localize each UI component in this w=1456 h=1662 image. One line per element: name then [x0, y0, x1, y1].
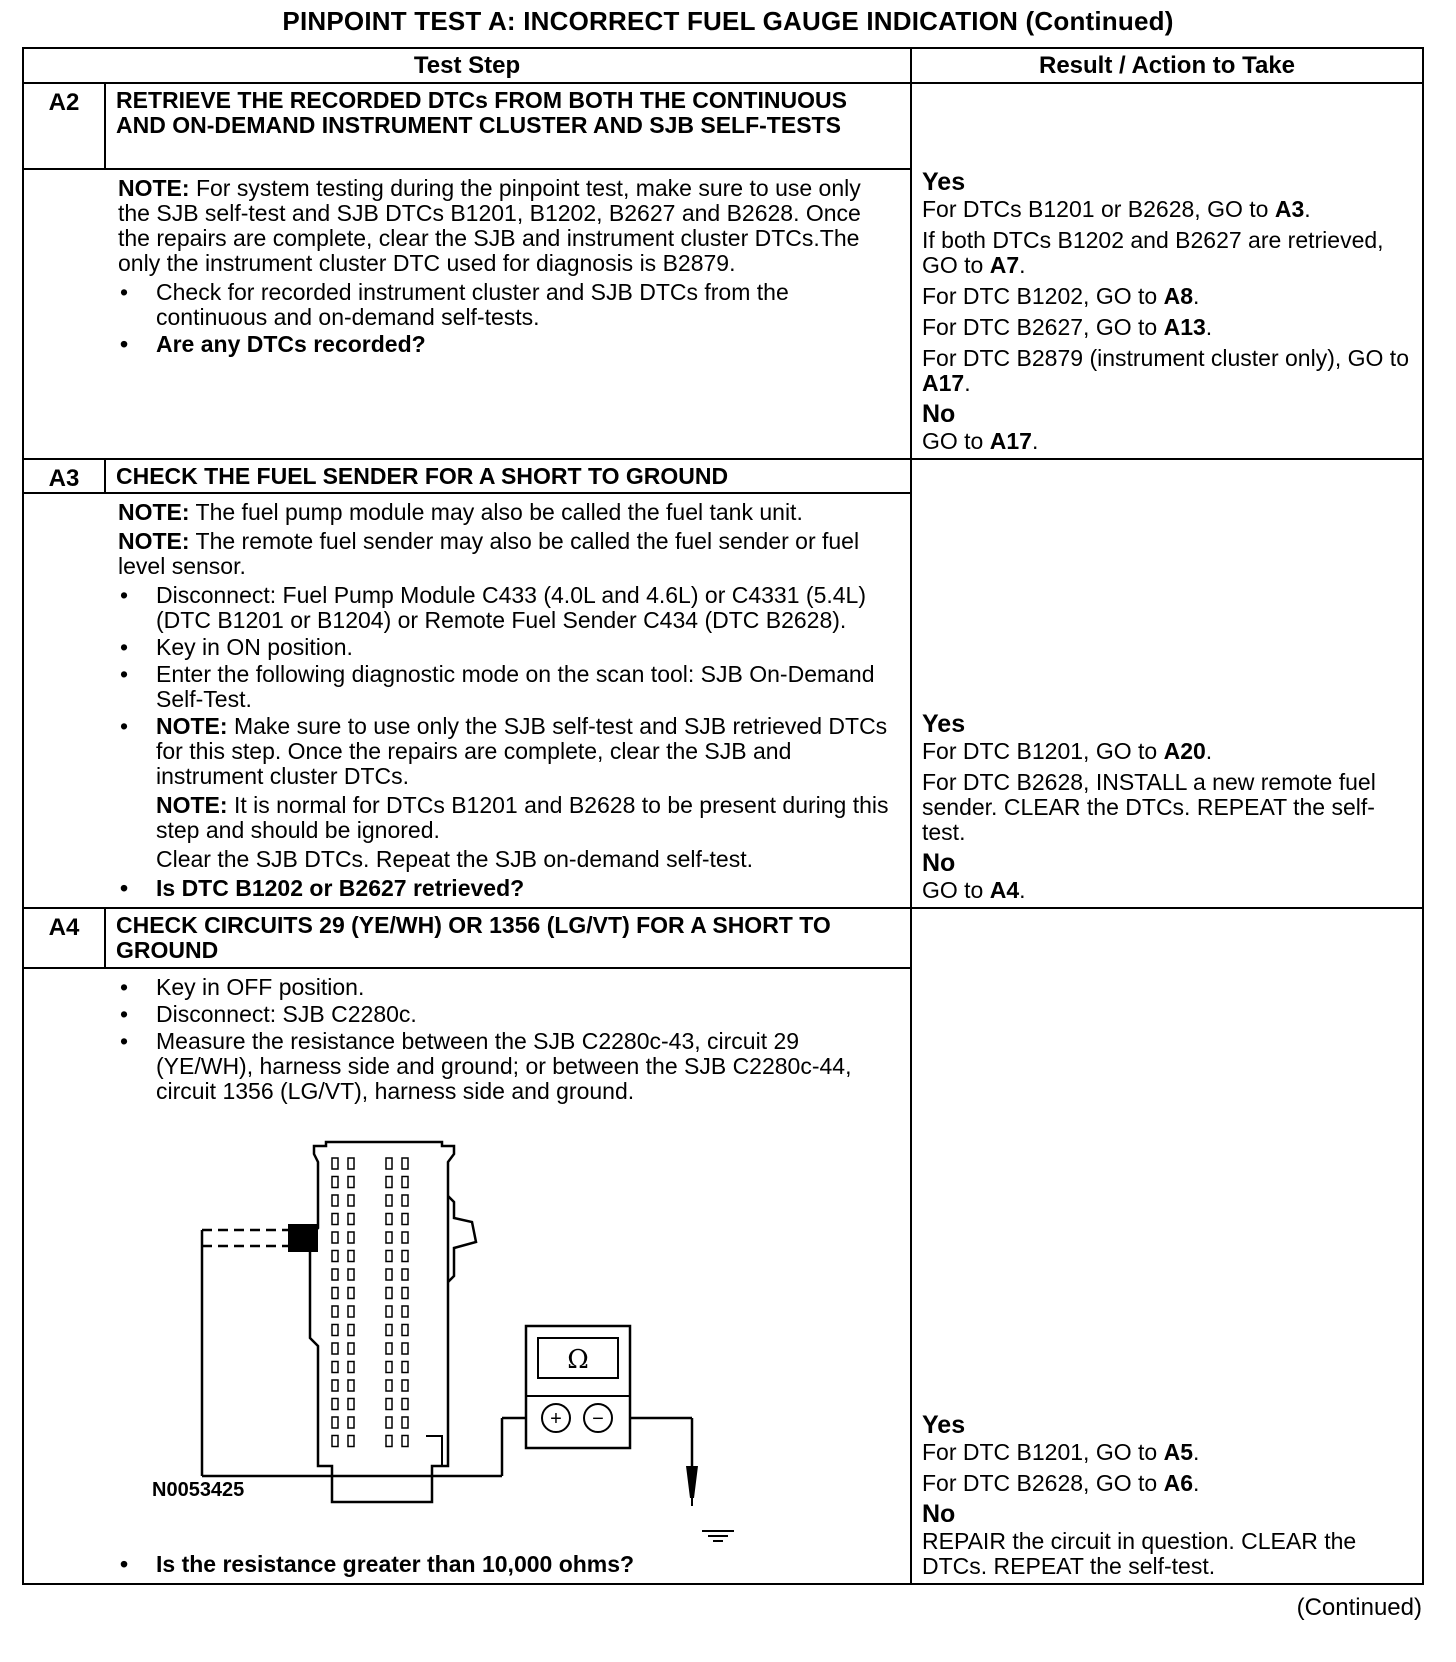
connector-pin — [332, 1436, 338, 1447]
yes-label: Yes — [922, 710, 966, 738]
list-item: • NOTE: Make sure to use only the SJB self-test and SJB retrieved DTCs for this step. Once the repairs are complete, clear the SJB and instrument cluster DTCs. — [118, 714, 890, 789]
note: NOTE: The remote fuel sender may also be called the fuel sender or fuel level sensor. — [118, 528, 860, 579]
sub-note: NOTE: It is normal for DTCs B1201 and B2628 to be present during this step and should be ignored. — [156, 792, 889, 843]
step-id-a3: A3 — [23, 459, 105, 493]
connector-pin — [332, 1399, 338, 1410]
step-title-a3: CHECK THE FUEL SENDER FOR A SHORT TO GROUND — [105, 459, 911, 493]
table-header-row — [23, 48, 1423, 83]
bullet-list — [118, 975, 890, 1104]
bullet-list — [118, 1552, 890, 1577]
connector-pin — [402, 1288, 408, 1299]
connector-pin — [348, 1325, 354, 1336]
no-label: No — [922, 400, 956, 428]
result-line: For DTC B2879 (instrument cluster only), GO to A17. — [922, 345, 1409, 396]
connector-pin — [332, 1269, 338, 1280]
list-item: • Check for recorded instrument cluster and SJB DTCs from the continuous and on-demand self-tests. — [118, 280, 890, 330]
figure-id: N0053425 — [152, 1479, 245, 1501]
result-line: If both DTCs B1202 and B2627 are retrieved, GO to A7. — [922, 227, 1384, 278]
connector-diagram — [2, 1106, 890, 1546]
connector-pin — [386, 1232, 392, 1243]
step-id-a4: A4 — [23, 908, 105, 968]
yes-label: Yes — [922, 1411, 966, 1439]
connector-pin — [348, 1214, 354, 1225]
step-title-a2: RETRIEVE THE RECORDED DTCs FROM BOTH THE CONTINUOUS AND ON-DEMAND INSTRUMENT CLUSTER AND SJB SELF-TESTS — [105, 83, 911, 169]
connector-pin — [402, 1380, 408, 1391]
result-line: REPAIR the circuit in question. CLEAR the DTCs. REPEAT the self-test. — [922, 1528, 1357, 1579]
bullet-list — [118, 583, 890, 789]
connector-pin — [332, 1214, 338, 1225]
no-label: No — [922, 1500, 956, 1528]
connector-pin — [386, 1158, 392, 1169]
connector-pin — [348, 1232, 354, 1243]
connector-pin — [348, 1177, 354, 1188]
connector-pin — [332, 1177, 338, 1188]
step-a4-title-row — [23, 908, 1423, 968]
list-item: • Key in ON position. — [118, 635, 890, 660]
continued-label: (Continued) — [1296, 1594, 1422, 1621]
connector-pin — [386, 1306, 392, 1317]
connector-pin — [386, 1214, 392, 1225]
result-line: For DTCs B1201 or B2628, GO to A3. — [922, 196, 1311, 222]
connector-pin — [386, 1436, 392, 1447]
question: • Are any DTCs recorded? — [118, 332, 890, 357]
connector-pin — [402, 1251, 408, 1262]
connector-pin — [402, 1399, 408, 1410]
connector-pin — [402, 1436, 408, 1447]
bullet-list — [118, 876, 890, 901]
connector-pin — [348, 1251, 354, 1262]
connector-ohmmeter-figure — [2, 1106, 762, 1506]
connector-pin — [402, 1195, 408, 1206]
connector-pin — [348, 1417, 354, 1428]
step-a3-title-row — [23, 459, 1423, 493]
list-item: • Measure the resistance between the SJB C2280c-43, circuit 29 (YE/WH), harness side and ground; or between the SJB C2280c-44, circuit 1356 (LG/VT), harness side and ground. — [118, 1029, 890, 1104]
list-item: • Disconnect: Fuel Pump Module C433 (4.0L and 4.6L) or C4331 (5.4L) (DTC B1201 or B1204) or Remote Fuel Sender C434 (DTC B2628). — [118, 583, 890, 633]
result-line: For DTC B2627, GO to A13. — [922, 314, 1213, 340]
connector-pin — [386, 1251, 392, 1262]
connector-pin — [386, 1362, 392, 1373]
result-line: GO to A17. — [922, 428, 1039, 454]
connector-pin — [348, 1399, 354, 1410]
yes-label: Yes — [922, 168, 966, 196]
ohm-symbol: Ω — [567, 1345, 589, 1375]
connector-pin — [348, 1343, 354, 1354]
result-line: For DTC B2628, GO to A6. — [922, 1470, 1200, 1496]
connector-pin — [386, 1288, 392, 1299]
connector-pin — [402, 1325, 408, 1336]
question: • Is the resistance greater than 10,000 ohms? — [118, 1552, 890, 1577]
pinpoint-test-table — [22, 47, 1424, 1585]
connector-pin — [348, 1269, 354, 1280]
result-a3 — [911, 459, 1423, 908]
connector-pin — [386, 1399, 392, 1410]
connector-pin — [332, 1251, 338, 1262]
connector-pin — [348, 1362, 354, 1373]
connector-pin — [402, 1214, 408, 1225]
step-title-a4: CHECK CIRCUITS 29 (YE/WH) OR 1356 (LG/VT) FOR A SHORT TO GROUND — [105, 908, 911, 968]
question: • Is DTC B1202 or B2627 retrieved? — [118, 876, 890, 901]
note: NOTE: For system testing during the pinpoint test, make sure to use only the SJB self-test and SJB DTCs B1201, B1202, B2627 and B2628. Once the repairs are complete, clear the SJB and instrument cluster DTCs.The only the instrument cluster DTC used for diagnosis is B2879. — [118, 175, 861, 276]
list-item: • Key in OFF position. — [118, 975, 890, 1000]
result-line: For DTC B1201, GO to A5. — [922, 1439, 1200, 1465]
connector-pin — [332, 1362, 338, 1373]
connector-pin — [332, 1306, 338, 1317]
connector-pin — [402, 1232, 408, 1243]
sub-text: Clear the SJB DTCs. Repeat the SJB on-demand self-test. — [156, 846, 753, 872]
result-a4 — [911, 908, 1423, 1584]
connector-pin — [402, 1269, 408, 1280]
connector-pin — [386, 1417, 392, 1428]
bullet-list — [118, 280, 890, 357]
connector-pin — [332, 1195, 338, 1206]
connector-pin — [348, 1288, 354, 1299]
connector-pin — [402, 1158, 408, 1169]
page-title: PINPOINT TEST A: INCORRECT FUEL GAUGE INDICATION (Continued) — [282, 6, 1174, 36]
connector-pin — [332, 1417, 338, 1428]
connector-pin — [348, 1380, 354, 1391]
step-body-a2 — [23, 169, 911, 459]
connector-pin — [332, 1232, 338, 1243]
connector-pin — [386, 1269, 392, 1280]
note: NOTE: The fuel pump module may also be called the fuel tank unit. — [118, 499, 803, 525]
ground-symbol-icon — [698, 1529, 738, 1543]
connector-pin — [386, 1343, 392, 1354]
connector-pin — [402, 1362, 408, 1373]
connector-pin — [386, 1325, 392, 1336]
connector-pin — [402, 1177, 408, 1188]
no-label: No — [922, 849, 956, 877]
connector-pin — [402, 1417, 408, 1428]
connector-pin — [402, 1306, 408, 1317]
step-body-a4 — [23, 968, 911, 1584]
connector-pin — [386, 1195, 392, 1206]
connector-pin — [348, 1436, 354, 1447]
result-line: For DTC B1202, GO to A8. — [922, 283, 1200, 309]
result-line: For DTC B2628, INSTALL a new remote fuel sender. CLEAR the DTCs. REPEAT the self-test. — [922, 769, 1376, 845]
connector-pin — [332, 1158, 338, 1169]
connector-pin — [332, 1343, 338, 1354]
step-body-a3 — [23, 493, 911, 908]
minus-terminal: − — [592, 1408, 604, 1430]
connector-pin — [332, 1325, 338, 1336]
plus-terminal: + — [550, 1408, 562, 1430]
connector-pin — [332, 1380, 338, 1391]
list-item: • Disconnect: SJB C2280c. — [118, 1002, 890, 1027]
result-line: GO to A4. — [922, 877, 1026, 903]
step-id-a2: A2 — [23, 83, 105, 169]
connector-pin — [332, 1288, 338, 1299]
header-test-step: Test Step — [23, 48, 911, 83]
connector-pin — [348, 1195, 354, 1206]
connector-pin — [348, 1306, 354, 1317]
step-a2-title-row — [23, 83, 1423, 169]
result-line: For DTC B1201, GO to A20. — [922, 738, 1213, 764]
connector-pin — [386, 1380, 392, 1391]
result-a2 — [911, 83, 1423, 459]
connector-pin — [386, 1177, 392, 1188]
connector-pin — [402, 1343, 408, 1354]
list-item: • Enter the following diagnostic mode on the scan tool: SJB On-Demand Self-Test. — [118, 662, 890, 712]
connector-pin — [348, 1158, 354, 1169]
header-result: Result / Action to Take — [911, 48, 1423, 83]
